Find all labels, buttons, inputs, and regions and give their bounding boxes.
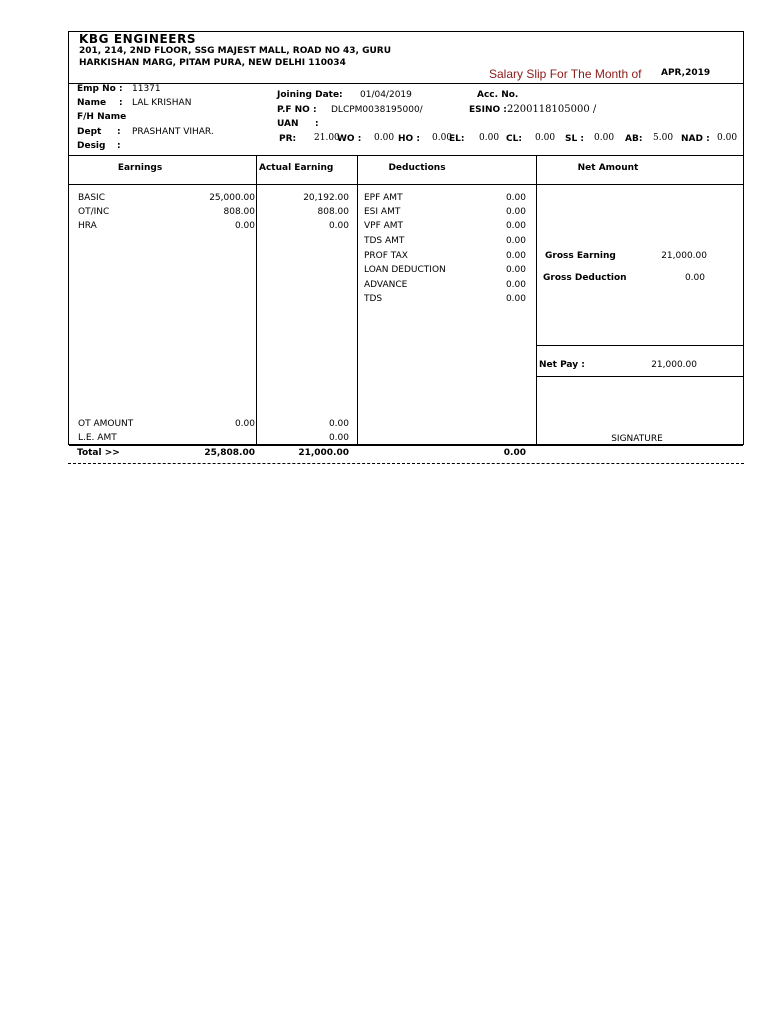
gross-earning-value: 21,000.00 bbox=[661, 251, 707, 261]
divider bbox=[536, 376, 743, 377]
total-earnings: 25,808.00 bbox=[204, 448, 255, 458]
deduction-label: ESI AMT bbox=[364, 207, 401, 217]
divider bbox=[69, 83, 743, 84]
deduction-amount: 0.00 bbox=[505, 251, 526, 261]
attendance-sl-value: 0.00 bbox=[594, 133, 615, 143]
attendance-ho-label: HO : bbox=[398, 134, 420, 144]
attendance-pr-label: PR: bbox=[279, 134, 297, 144]
acc-no-label: Acc. No. bbox=[477, 90, 519, 100]
column-divider bbox=[256, 155, 257, 445]
emp-no-label: Emp No : bbox=[77, 84, 123, 94]
esino-label: ESINO : bbox=[469, 105, 507, 115]
pf-no-label: P.F NO : bbox=[277, 105, 317, 115]
divider bbox=[69, 155, 743, 156]
divider bbox=[69, 445, 743, 446]
deduction-label: TDS AMT bbox=[364, 236, 405, 246]
actual-earning-amount: 808.00 bbox=[317, 207, 349, 217]
total-deductions: 0.00 bbox=[503, 448, 526, 458]
deductions-header: Deductions bbox=[388, 163, 446, 173]
gross-deduction-value: 0.00 bbox=[684, 273, 705, 283]
deduction-amount: 0.00 bbox=[505, 280, 526, 290]
attendance-cl-value: 0.00 bbox=[535, 133, 556, 143]
total-label: Total >> bbox=[77, 448, 120, 458]
deduction-label: TDS bbox=[364, 294, 383, 304]
emp-no-value: 11371 bbox=[132, 84, 161, 94]
joining-date-label: Joining Date: bbox=[277, 90, 343, 100]
esino-value: 2200118105000 / bbox=[507, 104, 597, 115]
attendance-cl-label: CL: bbox=[506, 134, 522, 144]
attendance-sl-label: SL : bbox=[565, 134, 584, 144]
deduction-label: ADVANCE bbox=[364, 280, 408, 290]
earning-amount: 808.00 bbox=[223, 207, 255, 217]
total-actual-earnings: 21,000.00 bbox=[298, 448, 349, 458]
slip-month-value: APR,2019 bbox=[661, 68, 711, 78]
signature-label: SIGNATURE bbox=[611, 434, 663, 444]
attendance-wo-label: WO : bbox=[337, 134, 362, 144]
name-label: Name bbox=[77, 98, 107, 108]
actual-earning-amount: 0.00 bbox=[328, 419, 349, 429]
gross-earning-label: Gross Earning bbox=[545, 251, 616, 261]
earnings-header: Earnings bbox=[117, 163, 163, 173]
uan-label: UAN bbox=[277, 119, 299, 129]
attendance-wo-value: 0.00 bbox=[374, 133, 395, 143]
earning-label: OT AMOUNT bbox=[78, 419, 134, 429]
deduction-amount: 0.00 bbox=[505, 236, 526, 246]
net-pay-label: Net Pay : bbox=[539, 360, 585, 370]
earning-amount: 0.00 bbox=[234, 419, 255, 429]
cut-line bbox=[68, 463, 744, 464]
divider bbox=[69, 184, 743, 185]
employee-name: LAL KRISHAN bbox=[132, 98, 192, 108]
dept-label: Dept bbox=[77, 127, 102, 137]
desig-colon: : bbox=[117, 141, 121, 151]
attendance-el-value: 0.00 bbox=[479, 133, 500, 143]
actual-earning-amount: 0.00 bbox=[328, 433, 349, 443]
earning-label: OT/INC bbox=[78, 207, 110, 217]
attendance-nad-label: NAD : bbox=[681, 134, 710, 144]
pf-no-value: DLCPM0038195000/ bbox=[331, 105, 423, 115]
deduction-amount: 0.00 bbox=[505, 221, 526, 231]
attendance-ab-label: AB: bbox=[625, 134, 643, 144]
name-colon: : bbox=[119, 98, 123, 108]
attendance-ab-value: 5.00 bbox=[653, 133, 674, 143]
divider bbox=[536, 345, 743, 346]
company-address-line2: HARKISHAN MARG, PITAM PURA, NEW DELHI 110034 bbox=[79, 58, 346, 68]
company-address-line1: 201, 214, 2ND FLOOR, SSG MAJEST MALL, ROAD NO 43, GURU bbox=[79, 46, 392, 56]
net-amount-header: Net Amount bbox=[577, 163, 639, 173]
actual-earning-amount: 0.00 bbox=[328, 221, 349, 231]
dept-colon: : bbox=[117, 127, 121, 137]
desig-label: Desig bbox=[77, 141, 106, 151]
earning-amount: 0.00 bbox=[234, 221, 255, 231]
salary-slip bbox=[68, 31, 744, 458]
deduction-label: VPF AMT bbox=[364, 221, 404, 231]
earning-amount: 25,000.00 bbox=[209, 193, 255, 203]
uan-colon: : bbox=[315, 119, 319, 129]
deduction-amount: 0.00 bbox=[505, 294, 526, 304]
column-divider bbox=[357, 155, 358, 445]
actual-earning-header: Actual Earning bbox=[259, 163, 334, 173]
attendance-ho-value: 0.00 bbox=[432, 133, 453, 143]
attendance-nad-value: 0.00 bbox=[717, 133, 738, 143]
deduction-label: PROF TAX bbox=[364, 251, 408, 261]
deduction-label: EPF AMT bbox=[364, 193, 403, 203]
attendance-el-label: EL: bbox=[449, 134, 465, 144]
dept-value: PRASHANT VIHAR. bbox=[132, 127, 214, 137]
deduction-amount: 0.00 bbox=[505, 193, 526, 203]
earning-label: L.E. AMT bbox=[78, 433, 117, 443]
joining-date-value: 01/04/2019 bbox=[360, 90, 412, 100]
column-divider bbox=[536, 155, 537, 445]
deduction-amount: 0.00 bbox=[505, 265, 526, 275]
company-name: KBG ENGINEERS bbox=[79, 32, 197, 46]
earning-label: BASIC bbox=[78, 193, 105, 203]
gross-deduction-label: Gross Deduction bbox=[543, 273, 627, 283]
slip-month-label: Salary Slip For The Month of bbox=[489, 67, 642, 81]
net-pay-value: 21,000.00 bbox=[651, 360, 697, 370]
deduction-label: LOAN DEDUCTION bbox=[364, 265, 446, 275]
earning-label: HRA bbox=[78, 221, 97, 231]
fh-name-label: F/H Name bbox=[77, 112, 127, 122]
actual-earning-amount: 20,192.00 bbox=[303, 193, 349, 203]
deduction-amount: 0.00 bbox=[505, 207, 526, 217]
attendance-pr-value: 21.00 bbox=[314, 133, 340, 143]
